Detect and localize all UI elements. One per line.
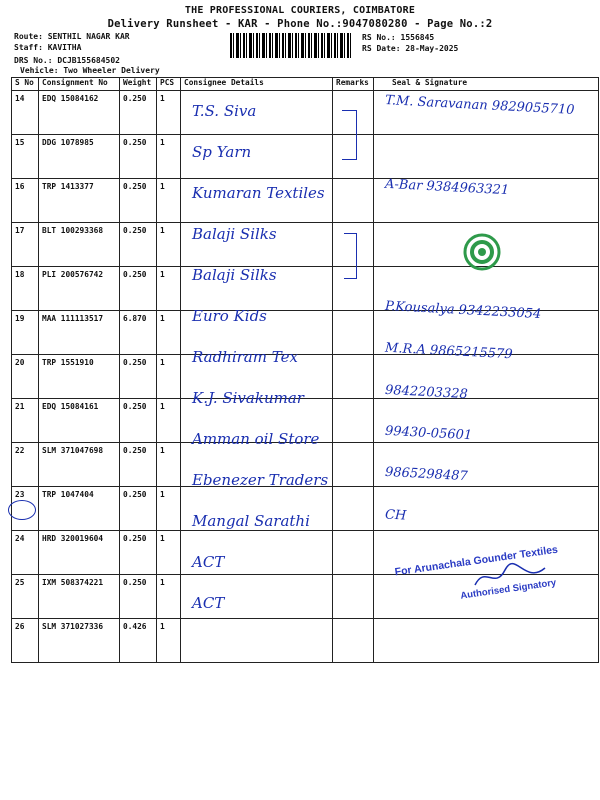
row-consignment-no: BLT 100293368 [39, 223, 120, 267]
row-weight: 0.426 [120, 619, 157, 663]
route-label: Route: SENTHIL NAGAR KAR [14, 32, 130, 41]
row-weight: 0.250 [120, 575, 157, 619]
runsheet-title: Delivery Runsheet - KAR - Phone No.:9047080280 - Page No.:2 [107, 18, 493, 30]
seal-logo [462, 232, 502, 272]
col-remarks: Remarks [333, 78, 374, 91]
handwritten-consignee: Mangal Sarathi [192, 512, 310, 530]
row-weight: 0.250 [120, 91, 157, 135]
row-pcs: 1 [157, 487, 181, 531]
row-signature [374, 487, 599, 531]
row-pcs: 1 [157, 575, 181, 619]
handwritten-consignee: ACT [192, 594, 225, 612]
row-remarks [333, 355, 374, 399]
row-pcs: 1 [157, 355, 181, 399]
row-pcs: 1 [157, 443, 181, 487]
table-header-row [12, 78, 599, 91]
handwritten-consignee: Euro Kids [192, 307, 267, 325]
stamp-authorised: Authorised Signatory [459, 577, 557, 602]
row-consignment-no: HRD 320019604 [39, 531, 120, 575]
circle-mark [8, 500, 36, 520]
row-consignment-no: DDG 1078985 [39, 135, 120, 179]
row-sno: 24 [12, 531, 39, 575]
row-consignment-no: EDQ 15084161 [39, 399, 120, 443]
row-sno: 26 [12, 619, 39, 663]
row-weight: 0.250 [120, 135, 157, 179]
row-remarks [333, 311, 374, 355]
row-sno: 15 [12, 135, 39, 179]
row-consignment-no: IXM 508374221 [39, 575, 120, 619]
handwritten-signature: 9842203328 [384, 382, 469, 403]
handwritten-consignee: Radhiram Tex [192, 348, 298, 366]
row-consignment-no: TRP 1551910 [39, 355, 120, 399]
handwritten-consignee: Amman oil Store [192, 430, 320, 448]
row-sno: 14 [12, 91, 39, 135]
handwritten-signature: 9865298487 [384, 464, 469, 485]
row-weight: 0.250 [120, 267, 157, 311]
row-consignment-no: SLM 371027336 [39, 619, 120, 663]
row-weight: 0.250 [120, 443, 157, 487]
row-pcs: 1 [157, 223, 181, 267]
company-title: THE PROFESSIONAL COURIERS, COIMBATORE [184, 5, 416, 16]
row-sno: 16 [12, 179, 39, 223]
drs-number: DRS No.: DCJB155684502 [14, 56, 120, 65]
row-remarks [333, 399, 374, 443]
row-remarks [333, 531, 374, 575]
row-remarks [333, 443, 374, 487]
row-pcs: 1 [157, 619, 181, 663]
row-pcs: 1 [157, 531, 181, 575]
vehicle-label: Vehicle: Two Wheeler Delivery [20, 66, 160, 75]
handwritten-signature: 99430-05601 [384, 423, 473, 444]
row-consignment-no: EDQ 15084162 [39, 91, 120, 135]
row-sno: 25 [12, 575, 39, 619]
col-sno: S No [12, 78, 39, 91]
handwritten-consignee: K.J. Sivakumar [192, 389, 304, 407]
handwritten-consignee: Sp Yarn [192, 143, 252, 161]
table-row [12, 223, 599, 267]
row-consignment-no: MAA 111113517 [39, 311, 120, 355]
col-weight: Weight [120, 78, 157, 91]
row-sno: 19 [12, 311, 39, 355]
table-row [12, 135, 599, 179]
handwritten-consignee: ACT [192, 553, 225, 571]
row-consignment-no: SLM 371047698 [39, 443, 120, 487]
barcode [230, 33, 352, 58]
row-pcs: 1 [157, 267, 181, 311]
row-pcs: 1 [157, 91, 181, 135]
row-sno: 18 [12, 267, 39, 311]
row-pcs: 1 [157, 135, 181, 179]
handwritten-consignee: T.S. Siva [192, 102, 257, 120]
table-row [12, 619, 599, 663]
table-row [12, 267, 599, 311]
handwritten-signature: A-Bar 9384963321 [384, 176, 510, 199]
row-weight: 0.250 [120, 399, 157, 443]
row-sno: 23 [12, 487, 39, 531]
row-sno: 22 [12, 443, 39, 487]
row-consignee [181, 619, 333, 663]
handwritten-consignee: Kumaran Textiles [192, 184, 325, 202]
row-signature [374, 619, 599, 663]
row-weight: 0.250 [120, 487, 157, 531]
row-remarks [333, 619, 374, 663]
handwritten-consignee: Balaji Silks [192, 266, 277, 284]
row-weight: 0.250 [120, 531, 157, 575]
row-signature [374, 135, 599, 179]
row-pcs: 1 [157, 311, 181, 355]
rs-number: RS No.: 1556845 [362, 33, 435, 42]
stamp-company: For Arunachala Gounder Textiles [393, 543, 559, 579]
handwritten-consignee: Balaji Silks [192, 225, 277, 243]
staff-label: Staff: KAVITHA [14, 43, 82, 52]
signature-scribble [470, 560, 550, 590]
row-weight: 0.250 [120, 179, 157, 223]
row-remarks [333, 487, 374, 531]
row-consignment-no: TRP 1047404 [39, 487, 120, 531]
col-pcs: PCS [157, 78, 181, 91]
row-sno: 20 [12, 355, 39, 399]
col-consignment: Consignment No [39, 78, 120, 91]
row-consignment-no: TRP 1413377 [39, 179, 120, 223]
col-consignee: Consignee Details [181, 78, 333, 91]
row-consignment-no: PLI 200576742 [39, 267, 120, 311]
row-remarks [333, 179, 374, 223]
row-pcs: 1 [157, 399, 181, 443]
remark-bracket-2 [344, 233, 357, 279]
row-sno: 17 [12, 223, 39, 267]
row-pcs: 1 [157, 179, 181, 223]
handwritten-signature: CH [384, 507, 407, 524]
remark-bracket-1 [342, 110, 357, 160]
row-weight: 0.250 [120, 355, 157, 399]
handwritten-signature: P.Kousalya 9342233054 [384, 298, 542, 323]
row-weight: 6.870 [120, 311, 157, 355]
row-remarks [333, 575, 374, 619]
handwritten-signature: T.M. Saravanan 9829055710 [384, 93, 575, 118]
rs-date: RS Date: 28-May-2025 [362, 44, 459, 53]
handwritten-consignee: Ebenezer Traders [192, 471, 329, 489]
col-signature: Seal & Signature [374, 78, 599, 91]
row-weight: 0.250 [120, 223, 157, 267]
row-sno: 21 [12, 399, 39, 443]
handwritten-signature: M.R.A 9865215579 [384, 340, 513, 363]
